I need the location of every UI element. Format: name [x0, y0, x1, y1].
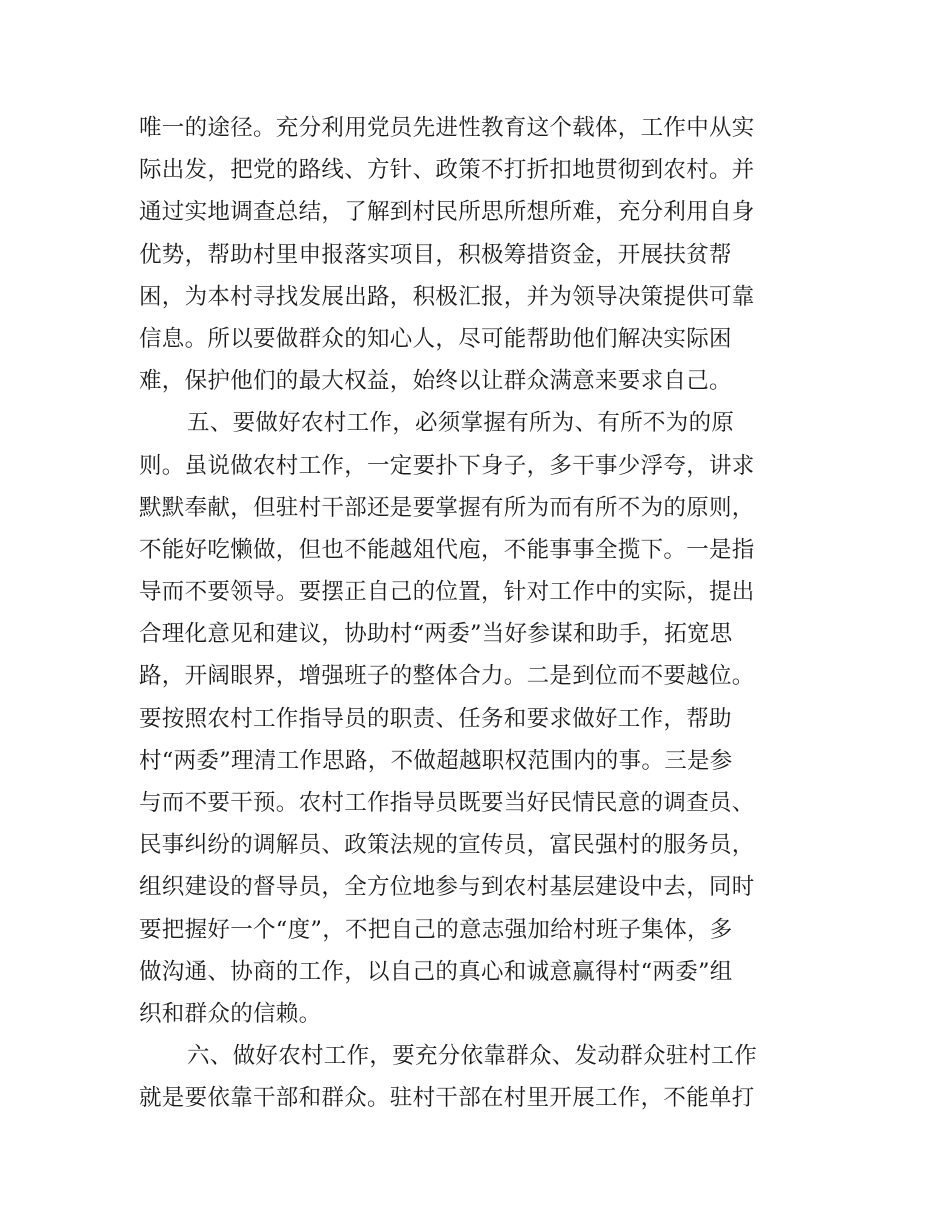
text-line: 与而不要干预。农村工作指导员既要当好民情民意的调查员、 — [139, 790, 755, 816]
text-line: 导而不要领导。要摆正自己的位置，针对工作中的实际，提出 — [139, 579, 755, 606]
text-line: 则。虽说做农村工作，一定要扑下身子，多干事少浮夸，讲求 — [139, 452, 755, 479]
text-line: 信息。所以要做群众的知心人，尽可能帮助他们解决实际困 — [139, 325, 732, 352]
paragraph-start-line: 五、要做好农村工作，必须掌握有所为、有所不为的原 — [187, 410, 735, 437]
text-line: 合理化意见和建议，协助村“两委”当好参谋和助手，拓宽思 — [139, 621, 733, 648]
text-line: 织和群众的信赖。 — [139, 1000, 322, 1027]
text-line: 际出发，把党的路线、方针、政策不打折扣地贯彻到农村。并 — [139, 157, 755, 184]
text-line: 优势，帮助村里申报落实项目，积极筹措资金，开展扶贫帮 — [139, 241, 732, 268]
text-line: 民事纠纷的调解员、政策法规的宣传员，富民强村的服务员， — [139, 832, 755, 859]
text-line: 要把握好一个“度”，不把自己的意志强加给村班子集体，多 — [139, 916, 733, 943]
text-line: 要按照农村工作指导员的职责、任务和要求做好工作，帮助 — [139, 705, 732, 732]
text-line: 村“两委”理清工作思路，不做超越职权范围内的事。三是参 — [139, 747, 733, 774]
text-line: 困，为本村寻找发展出路，积极汇报，并为领导决策提供可靠 — [139, 283, 755, 310]
text-line: 默默奉献，但驻村干部还是要掌握有所为而有所不为的原则， — [139, 494, 755, 521]
paragraph-start-line: 六、做好农村工作，要充分依靠群众、发动群众驻村工作 — [187, 1043, 758, 1070]
text-line: 通过实地调查总结，了解到村民所思所想所难，充分利用自身 — [139, 199, 755, 226]
document-body-text — [139, 107, 819, 1120]
text-line: 做沟通、协商的工作，以自己的真心和诚意赢得村“两委”组 — [139, 958, 733, 985]
text-line: 就是要依靠干部和群众。驻村干部在村里开展工作，不能单打 — [139, 1085, 755, 1112]
text-line: 路，开阔眼界，增强班子的整体合力。二是到位而不要越位。 — [139, 663, 755, 690]
text-line: 组织建设的督导员，全方位地参与到农村基层建设中去，同时 — [139, 874, 755, 901]
text-line: 唯一的途径。充分利用党员先进性教育这个载体，工作中从实 — [139, 115, 755, 141]
text-line: 难，保护他们的最大权益，始终以让群众满意来要求自己。 — [139, 368, 732, 395]
text-line: 不能好吃懒做，但也不能越俎代庖，不能事事全揽下。一是指 — [139, 536, 755, 563]
